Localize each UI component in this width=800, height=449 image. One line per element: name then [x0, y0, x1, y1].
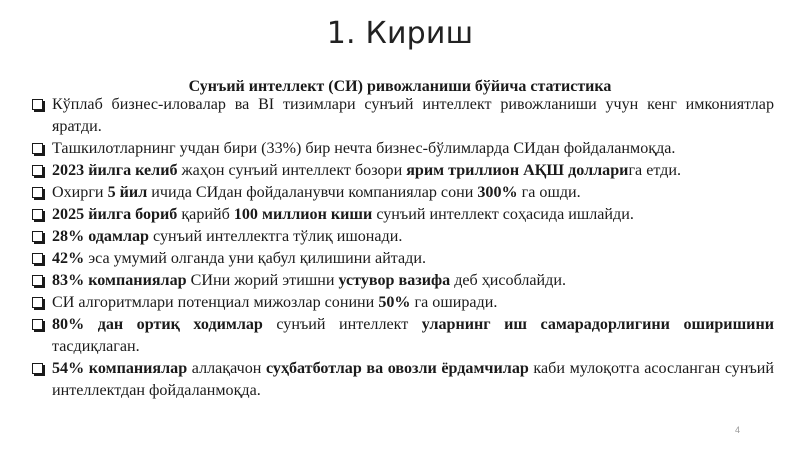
checkbox-bullet-icon	[32, 187, 43, 198]
bullet-text: сунъий интеллектга тўлиқ ишонади.	[148, 228, 403, 245]
bullet-text: тасдиқлаган.	[52, 338, 140, 355]
bullet-text: жаҳон сунъий интеллект бозори	[177, 162, 407, 179]
bullet-item	[30, 248, 774, 270]
bullet-text-bold: 300%	[477, 184, 518, 201]
checkbox-bullet-icon	[32, 363, 43, 374]
checkbox-bullet-icon	[32, 165, 43, 176]
checkbox-bullet-icon	[32, 231, 43, 242]
bullet-text-bold: 28% одамлар	[52, 228, 149, 245]
bullet-text-bold: 54% компаниялар	[52, 360, 188, 377]
bullet-text-bold: 83% компаниялар	[52, 272, 187, 289]
bullet-text-bold: суҳбатботлар ва овозли ёрдамчилар	[265, 360, 529, 377]
bullet-text-bold: 2025 йилга бориб	[52, 206, 178, 223]
bullet-text-bold: 80% дан ортиқ ходимлар	[52, 316, 263, 333]
checkbox-bullet-icon	[32, 209, 43, 220]
bullet-item	[30, 314, 774, 358]
bullet-item	[30, 138, 774, 160]
checkbox-bullet-icon	[32, 253, 43, 264]
bullet-text-bold: ярим триллион АҚШ доллари	[406, 162, 629, 179]
bullet-text-bold: 5 йил	[107, 184, 148, 201]
bullet-text: СИ алгоритмлари потенциал мижозлар сонини	[52, 294, 379, 311]
bullet-text: Кўплаб бизнес-иловалар ва BI тизимлари сунъий интеллект ривожланиши учун кенг имкониятлар яратди.	[52, 96, 774, 135]
bullet-item	[30, 270, 774, 292]
bullet-text: эса умумий олганда уни қабул қилишини айтади.	[84, 250, 426, 267]
page-number: 4	[734, 425, 740, 435]
checkbox-bullet-icon	[32, 275, 43, 286]
checkbox-bullet-icon	[32, 319, 43, 330]
slide-title: 1. Кириш	[326, 16, 474, 51]
bullet-text: СИни жорий этишни	[186, 272, 339, 289]
bullet-text-bold: 2023 йилга келиб	[52, 162, 178, 179]
bullet-item	[30, 182, 774, 204]
bullet-text: Охирги	[52, 184, 108, 201]
bullet-text: сунъий интеллект соҳасида ишлайди.	[372, 206, 634, 223]
bullet-text-bold: 42%	[52, 250, 85, 267]
bullet-item	[30, 160, 774, 182]
bullet-text: каби мулоқотга асосланган сунъий интеллектдан фойдаланмоқда.	[52, 360, 774, 399]
bullet-text: аллақачон	[187, 360, 266, 377]
bullet-item	[30, 358, 774, 402]
bullet-text-bold: 50%	[378, 294, 411, 311]
bullet-item	[30, 204, 774, 226]
bullet-text-bold: 100 миллион киши	[233, 206, 373, 223]
bullet-text: га оширади.	[410, 294, 498, 311]
slide-subtitle: Сунъий интеллект (СИ) ривожланиши бўйича статистика	[188, 78, 612, 95]
checkbox-bullet-icon	[32, 143, 43, 154]
checkbox-bullet-icon	[32, 297, 43, 308]
bullet-text-bold: уларнинг иш самарадорлигини оширишини	[421, 316, 774, 333]
bullet-text: ичида СИдан фойдаланувчи компаниялар сони	[147, 184, 478, 201]
bullet-text: сунъий интеллект	[262, 316, 422, 333]
bullet-item	[30, 94, 774, 138]
bullet-text: деб ҳисоблайди.	[450, 272, 566, 289]
bullet-item	[30, 226, 774, 248]
bullet-text: Ташкилотларнинг учдан бири (33%) бир нечта бизнес-бўлимларда СИдан фойдаланмоқда.	[52, 140, 676, 157]
bullet-text: га ошди.	[517, 184, 581, 201]
bullet-text-bold: устувор вазифа	[338, 272, 451, 289]
bullet-list	[30, 94, 774, 402]
bullet-text: қарийб	[177, 206, 234, 223]
checkbox-bullet-icon	[32, 99, 43, 110]
bullet-text: га етди.	[628, 162, 681, 179]
bullet-item	[30, 292, 774, 314]
